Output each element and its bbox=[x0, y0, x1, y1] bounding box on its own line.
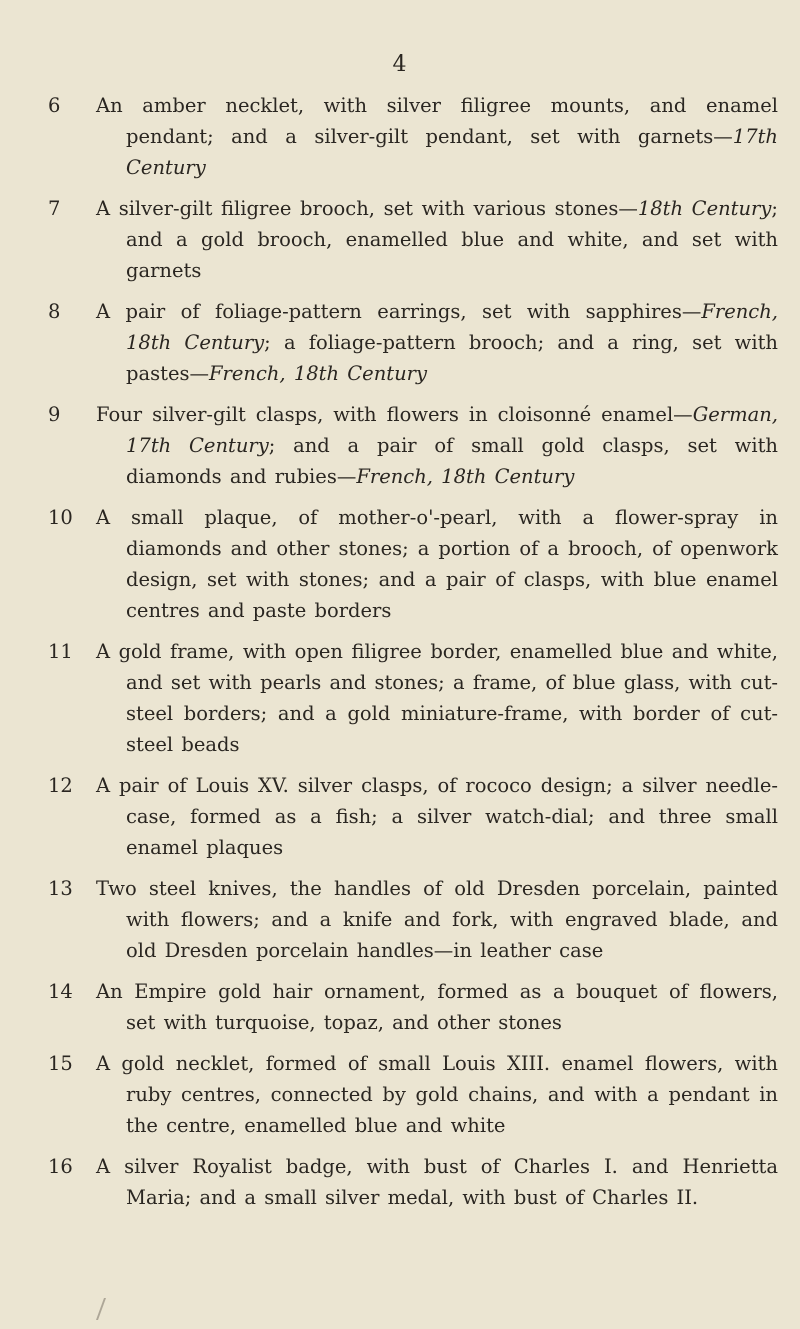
lot-entry bbox=[48, 1048, 778, 1141]
lot-number: 6 bbox=[48, 94, 61, 117]
lot-number: 7 bbox=[48, 197, 61, 220]
lot-entry bbox=[48, 636, 778, 760]
lot-text-italic: French, 18th Century bbox=[126, 300, 778, 354]
lot-text-segment: ; and a gold brooch, enamelled blue and white, and set with garnets bbox=[126, 197, 778, 282]
lot-entry bbox=[48, 1151, 778, 1213]
lot-text-italic: 17th Century bbox=[126, 125, 778, 179]
lot-number: 8 bbox=[48, 300, 61, 323]
lot-text-segment: A gold necklet, formed of small Louis XIII. enamel flowers, with ruby centres, connected by gold chains, and with a pendant in the centre, enamelled blue and white bbox=[96, 1052, 778, 1137]
pencil-mark bbox=[96, 1298, 118, 1320]
lot-entry bbox=[48, 399, 778, 492]
lot-number: 12 bbox=[48, 774, 73, 797]
lot-text-italic: French, 18th Century bbox=[356, 465, 575, 488]
lot-text-segment: Two steel knives, the handles of old Dresden porcelain, painted with flowers; and a knife and fork, with engraved blade, and old Dresden porcelain handles—in leather case bbox=[96, 877, 778, 962]
lot-number: 13 bbox=[48, 877, 73, 900]
lot-text-italic: 18th Century bbox=[637, 197, 772, 220]
lot-description bbox=[96, 976, 778, 1038]
lot-text-segment: A pair of Louis XV. silver clasps, of rococo design; a silver needle-case, formed as a fish; a silver watch-dial; and three small enamel plaques bbox=[96, 774, 778, 859]
lot-description bbox=[96, 1151, 778, 1213]
lot-description bbox=[96, 770, 778, 863]
lot-description bbox=[96, 1048, 778, 1141]
lot-text-segment: A silver Royalist badge, with bust of Charles I. and Henrietta Maria; and a small silver medal, with bust of Charles II. bbox=[96, 1155, 778, 1209]
lot-number: 16 bbox=[48, 1155, 73, 1178]
lot-text-segment: A silver-gilt filigree brooch, set with various stones— bbox=[96, 197, 638, 220]
lot-description bbox=[96, 636, 778, 760]
lot-description bbox=[96, 296, 778, 389]
lot-text-segment: A small plaque, of mother-o'-pearl, with a flower-spray in diamonds and other stones; a portion of a brooch, of openwork design, set with stones; and a pair of clasps, with blue enamel centres and paste borders bbox=[96, 506, 778, 622]
lot-text-segment: An amber necklet, with silver filigree mounts, and enamel pendant; and a silver-gilt pendant, set with garnets— bbox=[96, 94, 778, 148]
page-number: 4 bbox=[392, 52, 408, 77]
lot-text-segment: Four silver-gilt clasps, with flowers in cloisonné enamel— bbox=[96, 403, 693, 426]
lot-entry bbox=[48, 296, 778, 389]
lot-number: 15 bbox=[48, 1052, 73, 1075]
lot-entry bbox=[48, 770, 778, 863]
lot-description bbox=[96, 90, 778, 183]
lot-entry bbox=[48, 193, 778, 286]
lot-entry bbox=[48, 502, 778, 626]
lot-description bbox=[96, 502, 778, 626]
lot-text-italic: German, 17th Century bbox=[126, 403, 778, 457]
lot-entry bbox=[48, 873, 778, 966]
lot-entry bbox=[48, 90, 778, 183]
lot-text-segment: ; and a pair of small gold clasps, set with diamonds and rubies— bbox=[126, 434, 778, 488]
lot-text-segment: A gold frame, with open filigree border, enamelled blue and white, and set with pearls and stones; a frame, of blue glass, with cut-steel borders; and a gold miniature-frame, with border of cut-steel beads bbox=[96, 640, 778, 756]
lot-description bbox=[96, 873, 778, 966]
lot-text-segment: ; a foliage-pattern brooch; and a ring, set with pastes— bbox=[126, 331, 778, 385]
lot-description bbox=[96, 399, 778, 492]
lot-number: 14 bbox=[48, 980, 73, 1003]
lot-entry bbox=[48, 976, 778, 1038]
lot-description bbox=[96, 193, 778, 286]
lot-text-segment: An Empire gold hair ornament, formed as a bouquet of flowers, set with turquoise, topaz, and other stones bbox=[96, 980, 778, 1034]
lot-number: 9 bbox=[48, 403, 61, 426]
lot-number: 11 bbox=[48, 640, 73, 663]
lot-number: 10 bbox=[48, 506, 73, 529]
lot-list bbox=[48, 90, 778, 1223]
lot-text-italic: French, 18th Century bbox=[209, 362, 427, 385]
lot-text-segment: A pair of foliage-pattern earrings, set with sapphires— bbox=[96, 300, 702, 323]
